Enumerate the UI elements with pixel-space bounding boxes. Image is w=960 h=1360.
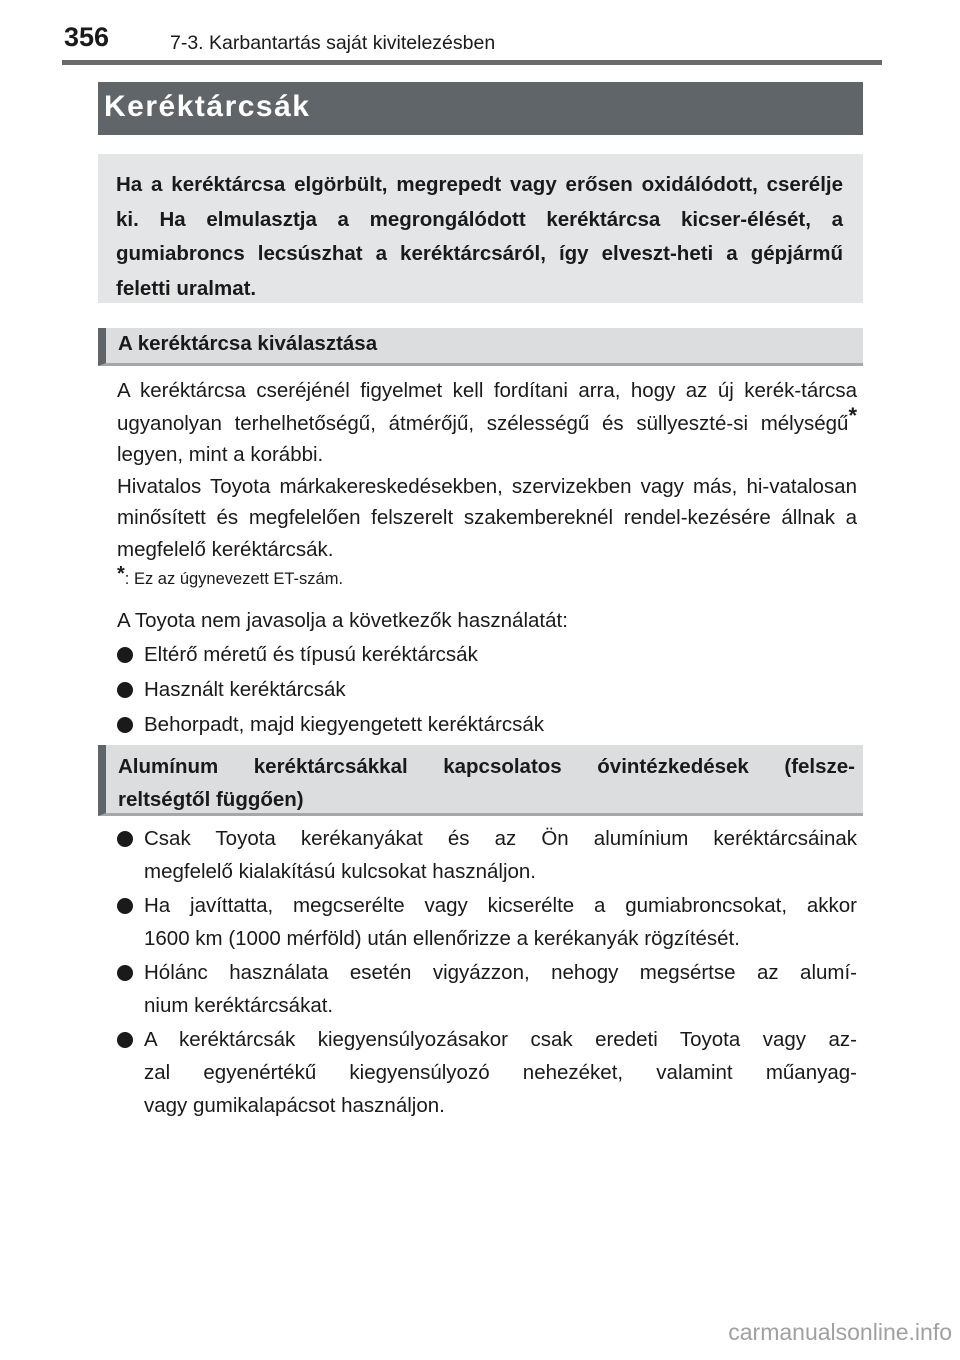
- selection-text: A keréktárcsa cseréjénél figyelmet kell fordítani arra, hogy az új kerék-tárcsa ugyanolyan terhelhetőségű, átmérőjű, szélességű és süllyeszté-si mélységű: [117, 379, 857, 435]
- list-item: [117, 889, 857, 955]
- bullet-icon: [117, 965, 133, 981]
- bullet-icon: [117, 717, 133, 733]
- list-item: [117, 707, 857, 742]
- chapter-title: 7-3. Karbantartás saját kivitelezésben: [170, 32, 496, 54]
- list-item-text: Behorpadt, majd kiegyengetett keréktárcsák: [144, 713, 544, 736]
- section-body-wheel-selection: [117, 375, 857, 742]
- watermark: carmanualsonline.info: [728, 1319, 952, 1345]
- list-item: [117, 637, 857, 672]
- footnote-asterisk: *: [117, 563, 125, 585]
- section-heading-wheel-selection: A keréktárcsa kiválasztása: [98, 328, 863, 366]
- list-item: [117, 956, 857, 1022]
- list-item-line: Csak Toyota kerékanyákat és az Ön alumínium keréktárcsáinak: [144, 827, 857, 850]
- list-item: [117, 672, 857, 707]
- asterisk-mark: *: [848, 402, 857, 428]
- heading-line: Alumínum keréktárcsákkal kapcsolatos óvintézkedések (felsze-: [118, 755, 855, 778]
- bullet-icon: [117, 1032, 133, 1048]
- list-item-text: Használt keréktárcsák: [144, 678, 346, 701]
- page-number: 356: [64, 22, 110, 52]
- bullet-icon: [117, 898, 133, 914]
- list-item-line: nium keréktárcsákat.: [144, 994, 334, 1017]
- heading-line: reltségtől függően): [118, 788, 304, 811]
- list-item-line: vagy gumikalapácsot használjon.: [144, 1094, 445, 1117]
- warning-text: Ha a keréktárcsa elgörbült, megrepedt vagy erősen oxidálódott, cserélje ki. Ha elmulasztja a megrongálódott keréktárcsa kicser-élését, a gumiabroncs lecsúszhat a keréktárcsáról, így elveszt-heti a gépjármű feletti uralmat.: [116, 173, 843, 300]
- list-item-line: zal egyenértékű kiegyensúlyozó nehezéket, valamint műanyag-: [144, 1061, 857, 1084]
- bullet-icon: [117, 682, 133, 698]
- dealer-paragraph: Hivatalos Toyota márkakereskedésekben, szervizekben vagy más, hi-vatalosan minősített és megfelelően felszerelt szakembereknél rendel-kezésére állnak a megfelelő keréktárcsák.: [117, 474, 857, 561]
- list-item-line: A keréktárcsák kiegyensúlyozásakor csak eredeti Toyota vagy az-: [144, 1028, 857, 1051]
- precautions-list: [117, 822, 857, 1122]
- section-body-aluminium-precautions: [117, 822, 857, 1122]
- page-header: [62, 22, 882, 62]
- selection-paragraph: [117, 375, 857, 471]
- not-recommended-intro: A Toyota nem javasolja a következők használatát:: [117, 609, 568, 632]
- bullet-icon: [117, 647, 133, 663]
- list-item-line: megfelelő kialakítású kulcsokat használjon.: [144, 860, 536, 883]
- warning-box: [98, 154, 863, 303]
- footnote: [117, 565, 857, 592]
- list-item-line: Ha javíttatta, megcserélte vagy kicserélte a gumiabroncsokat, akkor: [144, 894, 857, 917]
- list-item: [117, 822, 857, 888]
- not-recommended-list: [117, 637, 857, 742]
- selection-text-end: legyen, mint a korábbi.: [117, 443, 324, 466]
- header-rule: [62, 60, 882, 65]
- list-item-line: Hólánc használata esetén vigyázzon, nehogy megsértse az alumí-: [144, 961, 857, 984]
- list-item-text: Eltérő méretű és típusú keréktárcsák: [144, 643, 478, 666]
- list-item: [117, 1023, 857, 1122]
- section-heading-aluminium-precautions: [98, 745, 863, 816]
- list-item-line: 1600 km (1000 mérföld) után ellenőrizze a kerékanyák rögzítését.: [144, 927, 740, 950]
- bullet-icon: [117, 831, 133, 847]
- page-title: Keréktárcsák: [98, 82, 863, 135]
- footnote-text: : Ez az úgynevezett ET-szám.: [124, 570, 344, 588]
